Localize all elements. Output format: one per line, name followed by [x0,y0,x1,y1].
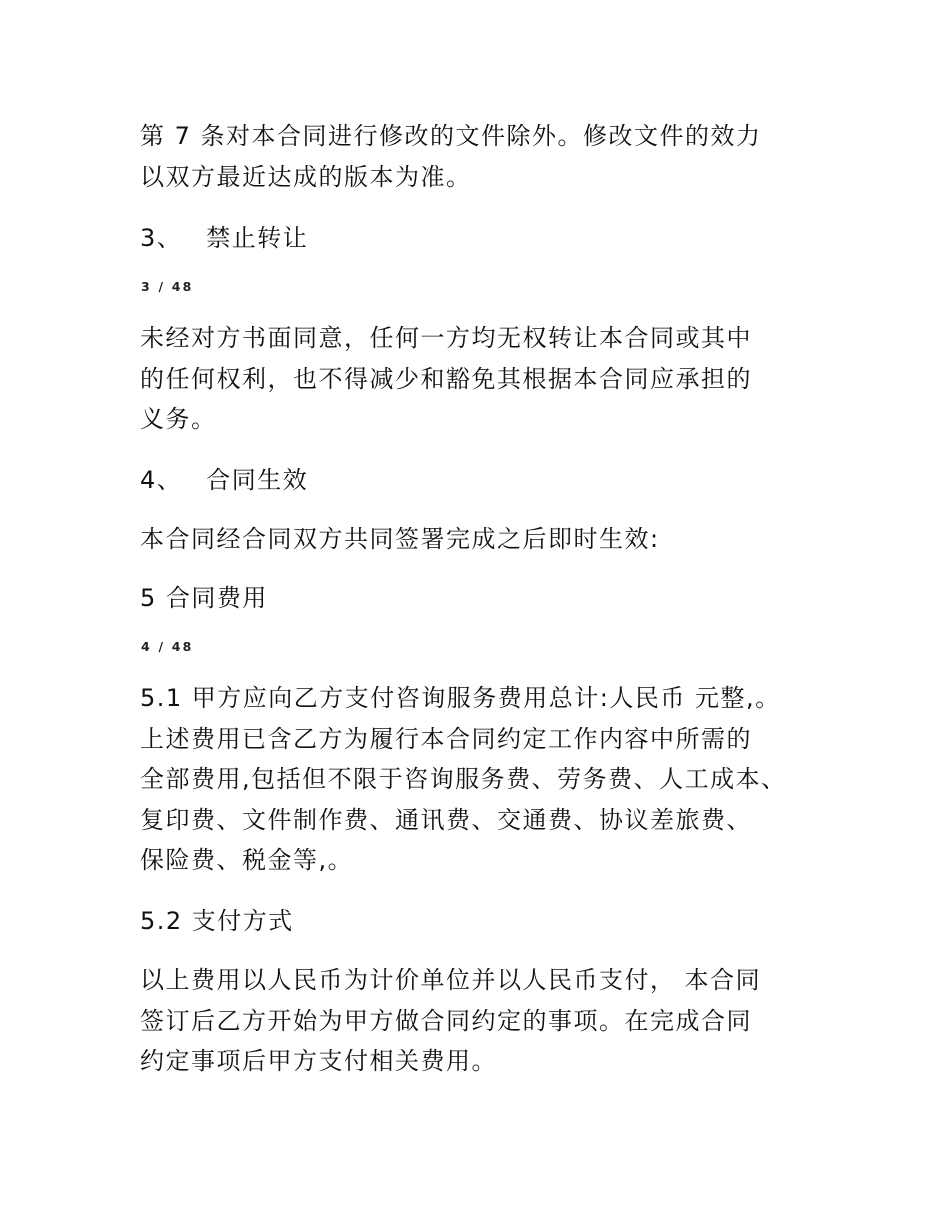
paragraph-no-transfer [140,318,820,440]
paragraph-amendment-clause [140,116,820,197]
text-line: 第 7 条对本合同进行修改的文件除外。修改文件的效力 [140,122,762,150]
text-line: 5.1 甲方应向乙方支付咨询服务费用总计:人民币 元整,。 [140,684,781,712]
text-line: 签订后乙方开始为甲方做合同约定的事项。在完成合同 [140,1006,752,1035]
heading-title: 禁止转让 [206,224,309,252]
text-line: 以双方最近达成的版本为准。 [140,162,472,191]
paragraph-fee-total [140,678,820,881]
text-line: 本合同经合同双方共同签署完成之后即时生效: [140,525,660,553]
text-line: 复印费、文件制作费、通讯费、交通费、协议差旅费、 [140,805,752,834]
heading-no-transfer [140,218,820,259]
heading-payment-method [140,901,820,942]
heading-number: 4、 [140,466,183,494]
text-line: 未经对方书面同意，任何一方均无权转让本合同或其中 [140,324,752,352]
heading-title: 5.2 支付方式 [140,907,294,935]
page-number-marker: 4 / 48 [141,639,194,654]
heading-contract-fees [140,578,820,619]
text-line: 上述费用已含乙方为履行本合同约定工作内容中所需的 [140,724,752,753]
text-line: 全部费用,包括但不限于咨询服务费、劳务费、人工成本、 [140,765,787,793]
paragraph-payment-method [140,960,820,1082]
text-line: 保险费、税金等,。 [140,846,354,874]
text-line: 义务。 [140,405,217,433]
text-line: 以上费用以人民币为计价单位并以人民币支付， 本合同 [140,966,762,994]
heading-title: 5 合同费用 [140,584,268,612]
text-line: 的任何权利，也不得减少和豁免其根据本合同应承担的 [140,364,752,393]
page-number-marker: 3 / 48 [141,279,194,294]
heading-contract-effective [140,460,820,501]
paragraph-effective [140,519,820,560]
text-line: 约定事项后甲方支付相关费用。 [140,1047,497,1075]
heading-title: 合同生效 [206,466,309,494]
heading-number: 3、 [140,224,183,252]
